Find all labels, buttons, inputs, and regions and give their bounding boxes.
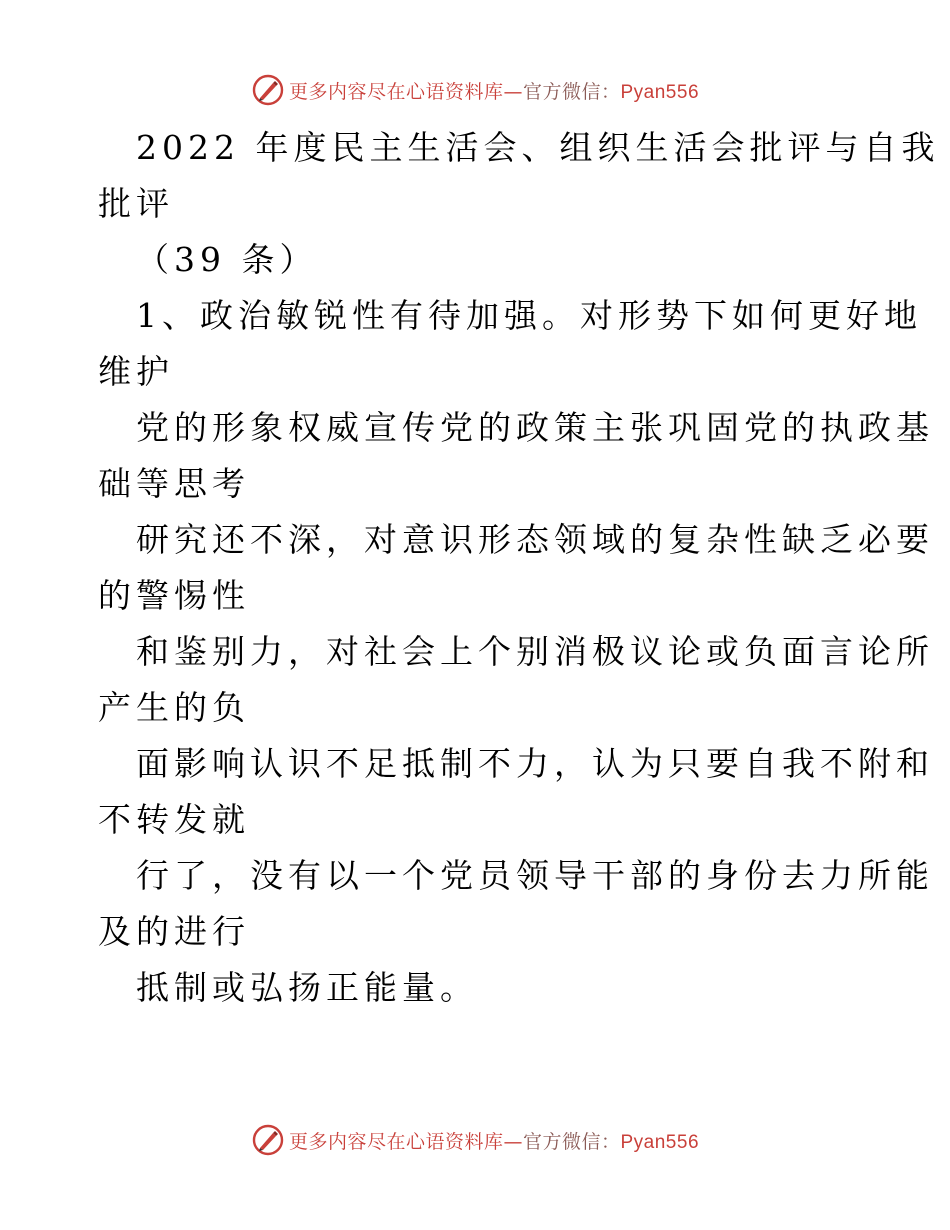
document-line: （39 条） [136,240,318,279]
document-line: 及的进行 [98,912,250,951]
watermark-wechat-id: Pyan556 [620,1131,700,1153]
watermark-separator: — [503,1130,523,1153]
watermark-site: 更多内容尽在心语资料库 [288,80,504,103]
document-line: 的警惕性 [98,576,250,615]
header-watermark [0,70,950,110]
document-line: 维护 [98,352,174,391]
watermark-official-label: 官方微信： [522,1130,621,1153]
document-line: 不转发就 [98,800,250,839]
watermark-wechat-id: Pyan556 [620,81,700,103]
document-line: 础等思考 [98,464,250,503]
document-line: 和鉴别力，对社会上个别消极议论或负面言论所 [136,632,934,671]
document-line: 产生的负 [98,688,250,727]
document-line: 研究还不深，对意识形态领域的复杂性缺乏必要 [136,520,934,559]
document-line: 1、政治敏锐性有待加强。对形势下如何更好地 [136,296,922,335]
document-line: 行了，没有以一个党员领导干部的身份去力所能 [136,856,934,895]
document-line: 党的形象权威宣传党的政策主张巩固党的执政基 [136,408,934,447]
pen-seal-icon [251,1123,285,1157]
document-line: 面影响认识不足抵制不力，认为只要自我不附和 [136,744,934,783]
document-body [98,122,940,1018]
pen-seal-icon [251,73,285,107]
footer-watermark [0,1120,950,1160]
document-line: 抵制或弘扬正能量。 [136,968,478,1007]
watermark-text [289,77,699,104]
document-line: 2022 年度民主生活会、组织生活会批评与自我 [136,128,940,167]
watermark-separator: — [503,80,523,103]
watermark-official-label: 官方微信： [522,80,621,103]
document-line: 批评 [98,184,174,223]
watermark-site: 更多内容尽在心语资料库 [288,1130,504,1153]
watermark-text [289,1127,699,1154]
